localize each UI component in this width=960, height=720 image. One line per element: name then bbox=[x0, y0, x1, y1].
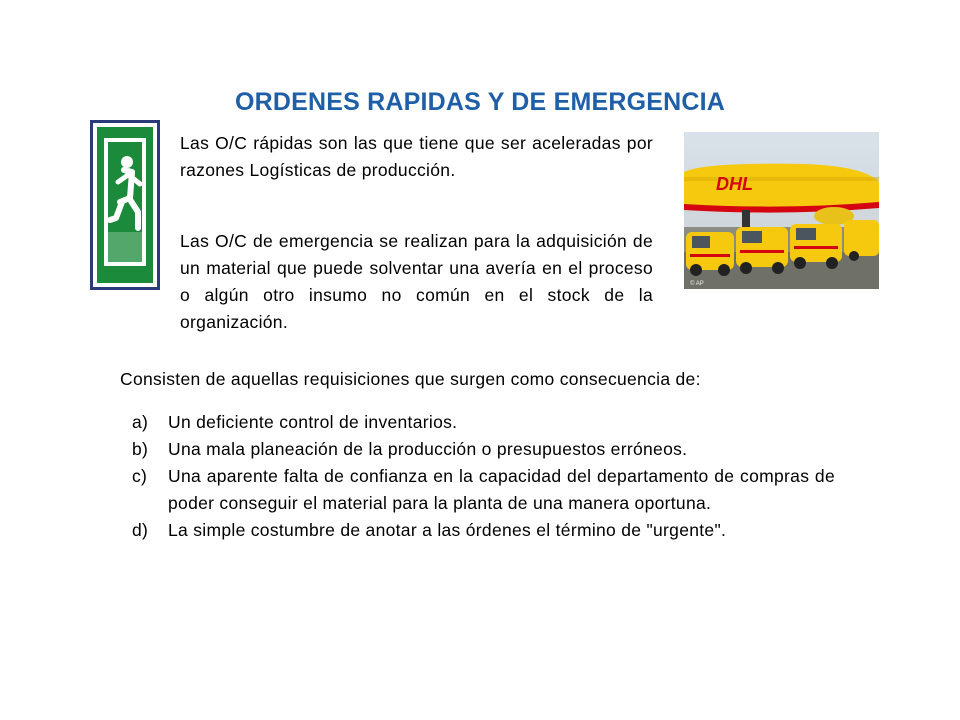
photo-credit: © AP bbox=[690, 281, 704, 287]
list-item bbox=[120, 463, 835, 517]
paragraph-rapid-orders: Las O/C rápidas son las que tiene que ser aceleradas por razones Logísticas de producción. bbox=[180, 133, 653, 180]
list-intro: Consisten de aquellas requisiciones que surgen como consecuencia de: bbox=[120, 369, 701, 389]
paragraph-emergency-orders: Las O/C de emergencia se realizan para la adquisición de un material que puede solventar una avería en el proceso o algún otro insumo no común en el stock de la organización. bbox=[180, 231, 653, 332]
list-item-text: Una mala planeación de la producción o presupuestos erróneos. bbox=[168, 439, 688, 459]
list-item-text: Una aparente falta de confianza en la capacidad del departamento de compras de poder conseguir el material para la planta de una manera oportuna. bbox=[168, 466, 835, 513]
list-item-text: Un deficiente control de inventarios. bbox=[168, 412, 458, 432]
list-item bbox=[120, 409, 835, 436]
list-marker: b) bbox=[132, 439, 149, 459]
list-marker: c) bbox=[132, 466, 148, 486]
exit-sign-icon bbox=[90, 120, 160, 290]
causes-list bbox=[120, 409, 835, 544]
list-marker: a) bbox=[132, 412, 149, 432]
dhl-fleet-photo bbox=[684, 132, 879, 289]
dhl-logo-text: DHL bbox=[716, 174, 753, 194]
list-marker: d) bbox=[132, 520, 149, 540]
page-title: ORDENES RAPIDAS Y DE EMERGENCIA bbox=[234, 88, 726, 116]
list-item bbox=[120, 517, 835, 544]
list-item bbox=[120, 436, 835, 463]
list-item-text: La simple costumbre de anotar a las órdenes el término de "urgente". bbox=[168, 520, 727, 540]
